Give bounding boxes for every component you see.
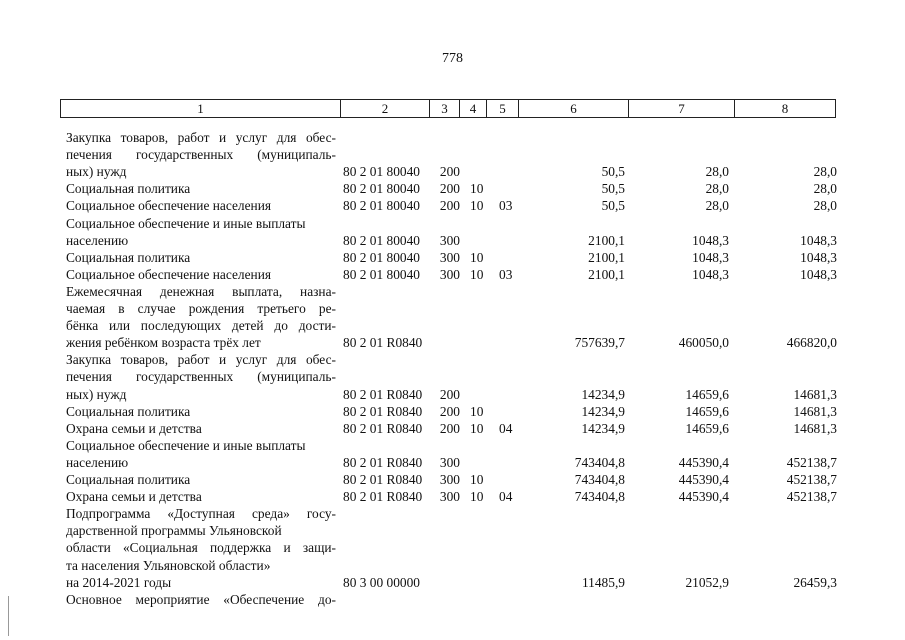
row-name: Социальное обеспечение населения (66, 266, 272, 282)
row-value-2021: 452138,7 (786, 489, 837, 505)
row-value-2019: 2100,1 (588, 232, 625, 248)
row-name: Закупка товаров, работ и услуг для обес- (66, 130, 336, 145)
row-value-2019: 14234,9 (581, 420, 625, 436)
table-row (0, 317, 905, 334)
row-value-2019: 50,5 (601, 198, 625, 214)
row-value-2021: 452138,7 (786, 454, 837, 470)
row-value-2021: 26459,3 (793, 574, 837, 590)
row-name: Подпрограмма «Доступная среда» госу- (66, 506, 336, 522)
row-name: Закупка товаров, работ и услуг для обес- (66, 352, 336, 368)
row-value-2020: 445390,4 (678, 489, 729, 505)
row-value-2021: 1048,3 (800, 249, 837, 265)
row-value-2020: 445390,4 (678, 472, 729, 487)
row-pr: 03 (499, 266, 513, 282)
row-rz: 10 (470, 266, 484, 282)
row-vr: 300 (439, 472, 460, 487)
row-code: 80 2 01 R0840 (343, 472, 423, 487)
table-row (0, 488, 905, 505)
row-name: ных) нужд (66, 386, 127, 402)
row-name: Социальное обеспечение и иные выплаты (66, 437, 306, 453)
table-row (0, 180, 905, 197)
row-name: Охрана семьи и детства (66, 420, 202, 436)
table-row (0, 249, 905, 266)
header-col-8: 8 (781, 101, 789, 116)
row-value-2020: 14659,6 (685, 403, 729, 419)
row-name: на 2014-2021 годы (66, 574, 172, 590)
row-value-2020: 1048,3 (692, 266, 729, 282)
table-row (0, 539, 905, 556)
row-value-2020: 445390,4 (678, 454, 729, 470)
table-row (0, 505, 905, 522)
row-vr: 300 (439, 232, 460, 248)
table-row (0, 386, 905, 403)
table-row (0, 300, 905, 317)
table-row (0, 215, 905, 232)
row-vr: 300 (439, 266, 460, 282)
row-value-2020: 1048,3 (692, 232, 729, 248)
header-col-7: 7 (629, 100, 735, 117)
row-name: населению (66, 232, 129, 248)
table-row (0, 129, 905, 146)
row-code: 80 2 01 80040 (343, 181, 420, 197)
row-name: Социальное обеспечение и иные выплаты (66, 215, 306, 231)
row-code: 80 2 01 80040 (343, 198, 420, 214)
row-value-2019: 743404,8 (574, 472, 625, 487)
table-row (0, 437, 905, 454)
row-code: 80 2 01 80040 (343, 249, 420, 265)
row-vr: 200 (439, 164, 460, 180)
row-rz: 10 (470, 420, 484, 436)
row-vr: 200 (439, 420, 460, 436)
table-row (0, 197, 905, 214)
row-value-2020: 14659,6 (685, 420, 729, 436)
table-row (0, 574, 905, 591)
row-code: 80 2 01 R0840 (343, 420, 423, 436)
row-name: печения государственных (муниципаль- (66, 147, 336, 163)
row-code: 80 2 01 80040 (343, 164, 420, 180)
table-row (0, 163, 905, 180)
table-row (0, 368, 905, 385)
row-value-2021: 28,0 (813, 164, 837, 180)
row-pr: 04 (499, 420, 513, 436)
row-value-2019: 757639,7 (574, 335, 625, 351)
table-row (0, 454, 905, 471)
row-code: 80 2 01 R0840 (343, 454, 423, 470)
row-value-2019: 743404,8 (574, 489, 625, 505)
row-value-2019: 743404,8 (574, 454, 625, 470)
header-col-6: 6 (519, 100, 629, 117)
row-code: 80 2 01 R0840 (343, 386, 423, 402)
table-row (0, 522, 905, 539)
row-name: дарственной программы Ульяновской (66, 523, 282, 539)
row-name: Социальная политика (66, 181, 191, 197)
row-value-2021: 1048,3 (800, 266, 837, 282)
row-value-2019: 14234,9 (581, 403, 625, 419)
row-value-2021: 466820,0 (786, 335, 837, 351)
table-row (0, 420, 905, 437)
row-value-2020: 28,0 (705, 198, 729, 214)
row-name: области «Социальная поддержка и защи- (66, 540, 336, 556)
row-vr: 300 (439, 489, 460, 505)
scan-edge-line (8, 596, 9, 636)
row-value-2020: 1048,3 (692, 249, 729, 265)
table-row (0, 146, 905, 163)
row-name: населению (66, 454, 129, 470)
header-col-3: 3 (430, 100, 460, 117)
row-vr: 200 (439, 403, 460, 419)
table-header (60, 99, 836, 118)
row-value-2019: 11485,9 (581, 574, 625, 590)
row-rz: 10 (470, 472, 484, 487)
table-row (0, 266, 905, 283)
row-value-2020: 28,0 (705, 181, 729, 197)
row-name: та населения Ульяновской области» (66, 557, 271, 573)
row-value-2020: 28,0 (705, 164, 729, 180)
table-row (0, 283, 905, 300)
row-name: Социальная политика (66, 249, 191, 265)
row-rz: 10 (470, 249, 484, 265)
row-value-2019: 50,5 (601, 164, 625, 180)
table-row (0, 471, 905, 488)
row-value-2021: 14681,3 (793, 386, 837, 402)
row-value-2021: 28,0 (813, 181, 837, 197)
row-code: 80 3 00 00000 (343, 574, 420, 590)
row-vr: 200 (439, 198, 460, 214)
row-name: Ежемесячная денежная выплата, назна- (66, 283, 336, 299)
row-value-2021: 28,0 (813, 198, 837, 214)
row-value-2021: 14681,3 (793, 403, 837, 419)
row-name: Социальная политика (66, 403, 191, 419)
row-vr: 200 (439, 181, 460, 197)
row-rz: 10 (470, 489, 484, 505)
row-rz: 10 (470, 181, 484, 197)
row-name: Охрана семьи и детства (66, 489, 202, 505)
row-vr: 200 (439, 386, 460, 402)
row-value-2021: 14681,3 (793, 420, 837, 436)
table-row (0, 591, 905, 608)
row-value-2020: 460050,0 (678, 335, 729, 351)
row-value-2019: 2100,1 (588, 266, 625, 282)
page-number: 778 (442, 51, 463, 66)
table-row (0, 403, 905, 420)
row-name: Социальное обеспечение населения (66, 198, 272, 214)
row-vr: 300 (439, 454, 460, 470)
row-value-2019: 14234,9 (581, 386, 625, 402)
row-name: печения государственных (муниципаль- (66, 369, 336, 385)
header-col-4: 4 (460, 100, 487, 117)
row-name: чаемая в случае рождения третьего ре- (66, 301, 336, 316)
row-vr: 300 (439, 249, 460, 265)
row-name: бёнка или последующих детей до дости- (66, 318, 336, 334)
row-value-2019: 2100,1 (588, 249, 625, 265)
row-code: 80 2 01 80040 (343, 266, 420, 282)
row-name: ных) нужд (66, 164, 127, 180)
row-value-2020: 21052,9 (685, 574, 729, 590)
row-value-2020: 14659,6 (685, 386, 729, 402)
row-value-2021: 1048,3 (800, 232, 837, 248)
header-col-5: 5 (487, 100, 519, 117)
table-row (0, 232, 905, 249)
row-value-2021: 452138,7 (786, 472, 837, 487)
header-col-2: 2 (341, 100, 430, 117)
row-name: Основное мероприятие «Обеспечение до- (66, 591, 336, 607)
table-row (0, 557, 905, 574)
row-code: 80 2 01 80040 (343, 232, 420, 248)
header-col-1: 1 (61, 100, 341, 117)
row-pr: 03 (499, 198, 513, 214)
row-rz: 10 (470, 403, 484, 419)
row-code: 80 2 01 R0840 (343, 335, 423, 351)
row-code: 80 2 01 R0840 (343, 489, 423, 505)
row-rz: 10 (470, 198, 484, 214)
row-code: 80 2 01 R0840 (343, 403, 423, 419)
row-value-2019: 50,5 (601, 181, 625, 197)
row-name: Социальная политика (66, 472, 191, 487)
table-row (0, 334, 905, 351)
row-pr: 04 (499, 489, 513, 505)
table-row (0, 351, 905, 368)
row-name: жения ребёнком возраста трёх лет (66, 335, 261, 351)
